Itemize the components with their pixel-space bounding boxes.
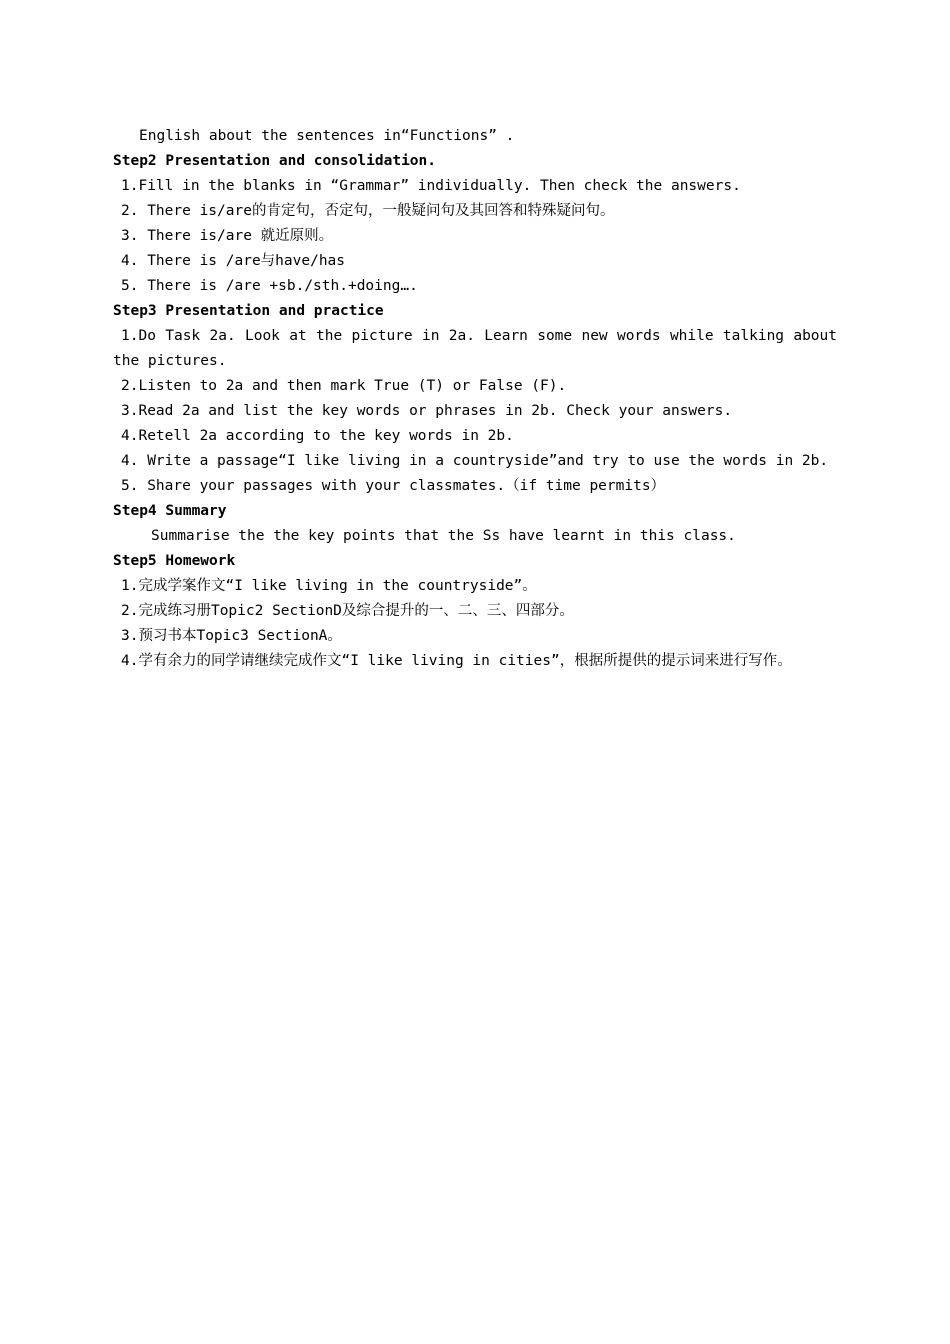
step2-item-1: 1.Fill in the blanks in “Grammar” individually. Then check the answers.: [121, 178, 741, 194]
step4-heading: Step4 Summary: [113, 503, 227, 519]
step5-item-2: 2.完成练习册Topic2 SectionD及综合提升的一、二、三、四部分。: [121, 603, 574, 619]
step5-item-1: 1.完成学案作文“I like living in the countryside”。: [121, 578, 537, 594]
lesson-plan-text: [113, 124, 837, 674]
step3-item-6: 5. Share your passages with your classmates.（if time permits）: [121, 478, 666, 494]
step2-item-4: 4. There is /are与have/has: [121, 253, 346, 269]
step3-item-1: 1.Do Task 2a. Look at the picture in 2a. Learn some new words while talking about the pictures.: [113, 328, 837, 369]
functions-intro-line: English about the sentences in“Functions” .: [139, 128, 515, 144]
step3-item-2: 2.Listen to 2a and then mark True (T) or False (F).: [121, 378, 567, 394]
step3-item-3: 3.Read 2a and list the key words or phrases in 2b. Check your answers.: [121, 403, 733, 419]
step5-item-4: 4.学有余力的同学请继续完成作文“I like living in cities”，根据所提供的提示词来进行写作。: [121, 653, 792, 669]
step3-heading: Step3 Presentation and practice: [113, 303, 384, 319]
step2-item-5: 5. There is /are +sb./sth.+doing….: [121, 278, 418, 294]
step4-summary-line: Summarise the the key points that the Ss have learnt in this class.: [151, 528, 736, 544]
step3-item-4: 4.Retell 2a according to the key words in 2b.: [121, 428, 514, 444]
step5-item-3: 3.预习书本Topic3 SectionA。: [121, 628, 342, 644]
step5-heading: Step5 Homework: [113, 553, 236, 569]
step3-item-5: 4. Write a passage“I like living in a countryside”and try to use the words in 2b.: [121, 453, 829, 469]
step2-heading: Step2 Presentation and consolidation.: [113, 153, 437, 169]
step2-item-2: 2. There is/are的肯定句，否定句，一般疑问句及其回答和特殊疑问句。: [121, 203, 615, 219]
step2-item-3: 3. There is/are 就近原则。: [121, 228, 334, 244]
